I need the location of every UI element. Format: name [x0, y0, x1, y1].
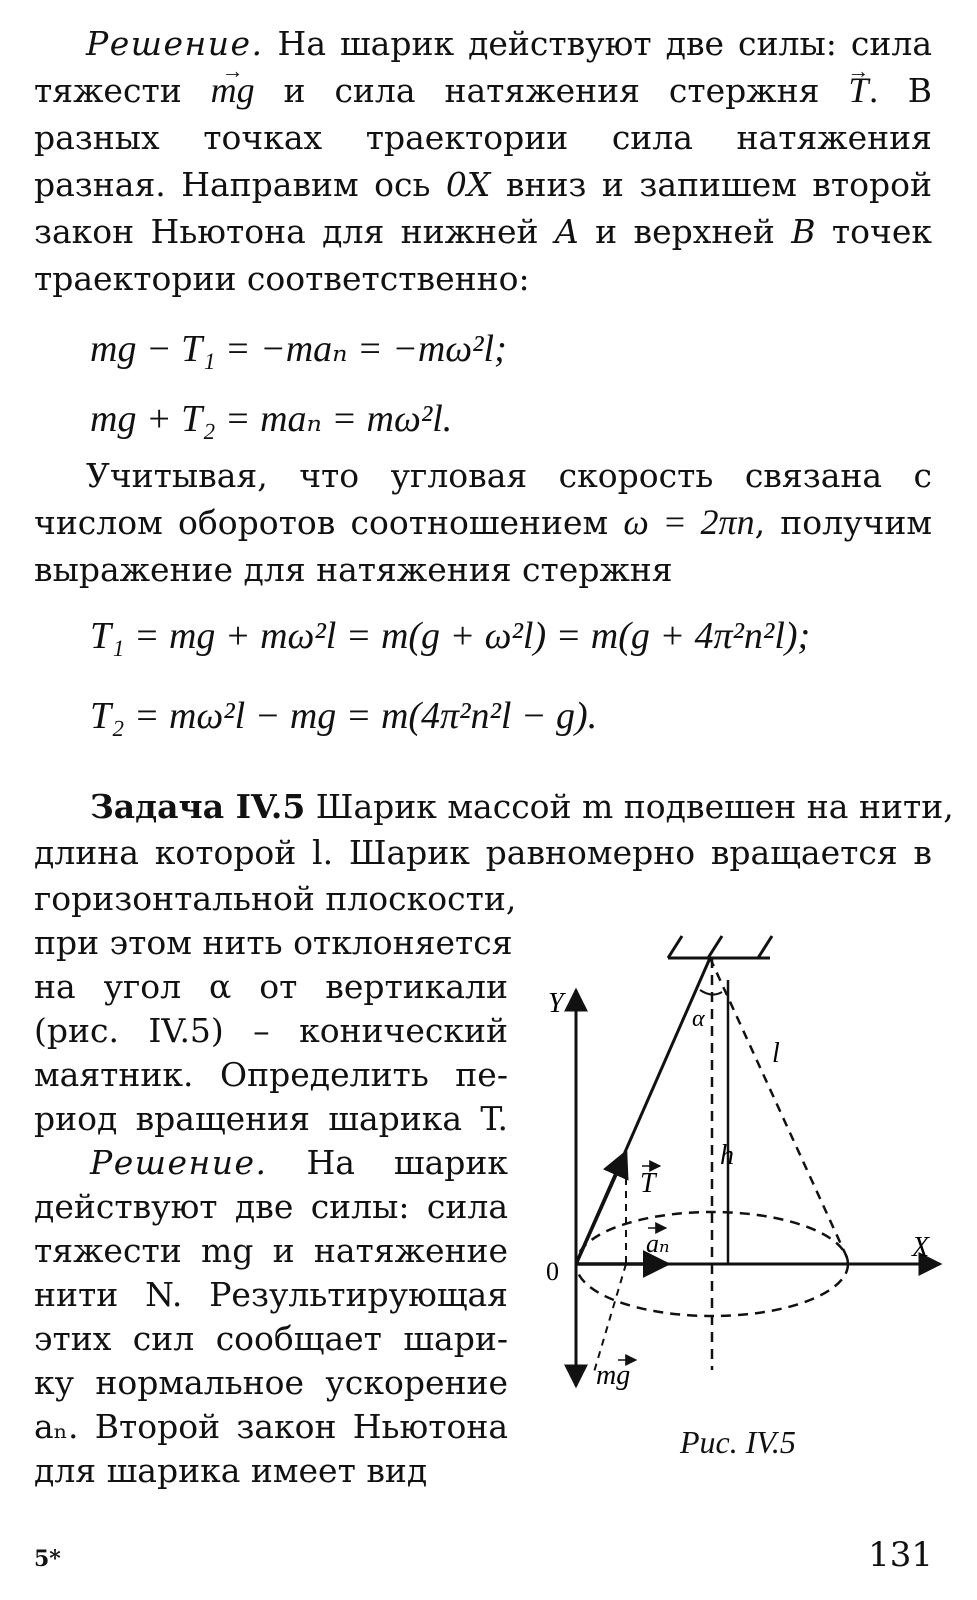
task-title: Задача IV.5 — [90, 787, 306, 826]
label-an: aₙ — [646, 1229, 670, 1258]
task-text-line-5: маятник. Определить пе- — [34, 1055, 508, 1094]
figure-caption: Рис. IV.5 — [680, 1424, 796, 1460]
label-tension: T — [640, 1168, 656, 1199]
solution2-line-8: для шарика имеет вид — [34, 1451, 428, 1490]
equation-2: mg + T₂ = maₙ = mω²l. — [90, 398, 453, 440]
task-text-line-6: риод вращения шарика T. — [34, 1099, 508, 1138]
task-text-line-3: на угол α от вертикали — [34, 967, 508, 1006]
solution2-line-6: ку нормальное ускорение — [34, 1363, 508, 1402]
label-l: l — [772, 1038, 780, 1069]
solution2-line-3: тяжести mg и натяжение — [34, 1231, 508, 1270]
solution-label: Решение. — [86, 24, 264, 63]
label-alpha: α — [692, 1006, 705, 1032]
conical-pendulum-figure — [540, 920, 960, 1400]
page-number: 131 — [868, 1535, 933, 1575]
solution2-line-1: Решение. На шарик — [90, 1143, 508, 1182]
paragraph-2: Учитывая, что угловая скорость связана с числом оборотов соотношением ω = 2πn, получим выражение для натяжения стержня — [34, 456, 933, 589]
task-text-line-1: горизонтальной плоскости, — [34, 879, 517, 918]
equation-4: T₂ = mω²l − mg = m(4π²n²l − g). — [90, 695, 598, 737]
task-line-1: Задача IV.5 Шарик массой m подвешен на нити, — [90, 787, 954, 826]
weight-dashed — [594, 1264, 626, 1372]
equation-3: T₁ = mg + mω²l = m(g + ω²l) = m(g + 4π²n²l); — [90, 615, 811, 657]
mg-vector: → mg — [211, 67, 255, 114]
solution-paragraph-1: Решение. На шарик действуют две силы: сила тяжести → mg и сила натяжения стержня → T. В разных точках траектории сила натяжения разная. Направим ось 0X вниз и запишем второй закон Ньютона для нижней A и верхней B точек траектории соответственно: — [34, 20, 932, 302]
task-line-2: длина которой l. Шарик равномерно вращается в — [34, 833, 932, 872]
label-origin: 0 — [546, 1257, 559, 1286]
solution2-line-5: этих сил сообщает шари- — [34, 1319, 508, 1358]
signature-mark: 5* — [34, 1546, 61, 1572]
t-vector: → T — [848, 67, 868, 114]
solution2-line-4: нити N. Результирующая — [34, 1275, 508, 1314]
solution2-line-2: действуют две силы: сила — [34, 1187, 508, 1226]
solution2-line-7: aₙ. Второй закон Ньютона — [34, 1407, 508, 1446]
omega-formula: ω = 2πn — [623, 502, 755, 542]
solution2-label: Решение. — [90, 1143, 268, 1182]
task-text-line-4: (рис. IV.5) – конический — [34, 1011, 508, 1050]
equation-1: mg − T₁ = −maₙ = −mω²l; — [90, 328, 507, 370]
label-y: Y — [548, 988, 564, 1019]
label-x: X — [912, 1232, 930, 1263]
label-mg: mg — [596, 1360, 631, 1391]
task-text-line-2: при этом нить отклоняется — [34, 923, 513, 962]
ceiling-support — [668, 936, 772, 958]
label-h: h — [720, 1140, 734, 1171]
